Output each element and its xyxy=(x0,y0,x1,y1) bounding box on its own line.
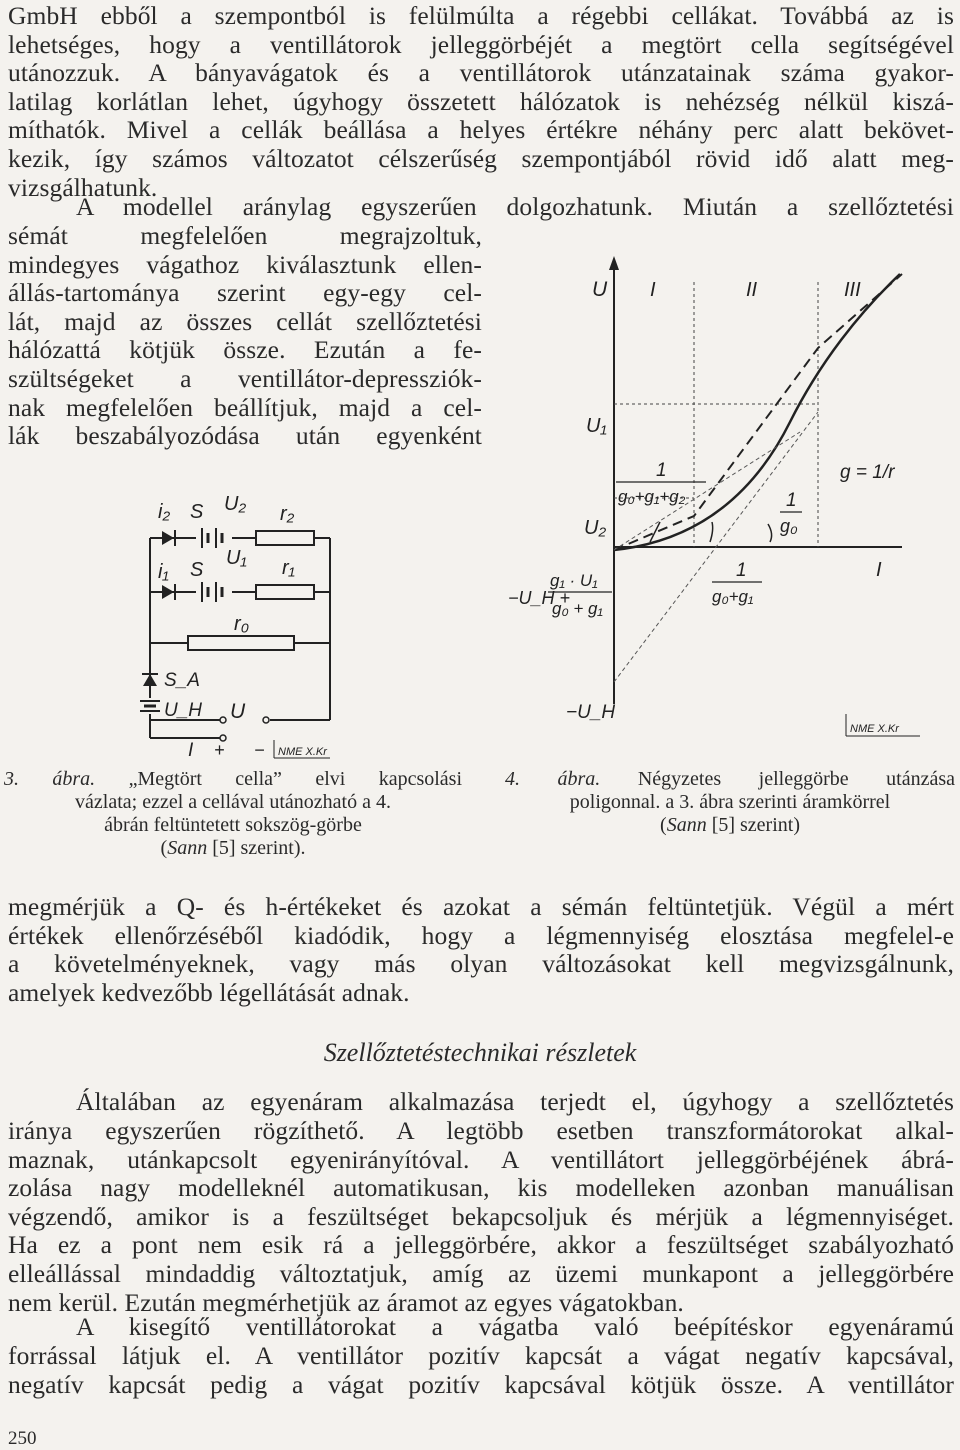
label-r1: r₁ xyxy=(282,557,295,579)
caption-number: 4. ábra. xyxy=(505,768,601,790)
text-line: nak megfelelően beállítjuk, majd a cel- xyxy=(8,392,482,422)
caption-number: 3. ábra. xyxy=(4,768,96,790)
diode-icon xyxy=(143,674,157,686)
text-line: értékek ellenőrzéséből kiadódik, hogy a légmennyiség elosztása megfelel-e xyxy=(8,920,954,950)
paragraph-intro xyxy=(8,2,954,202)
text-line: hálózattá kötjük össze. Ezután a fe- xyxy=(8,335,482,365)
label-s: S xyxy=(190,501,204,523)
polygon-approximation xyxy=(614,274,902,550)
text-line: lehetséges, hogy a ventillátorok jelleggörbéjét a megtört cella segítségével xyxy=(8,29,954,59)
paragraph-model-first-line xyxy=(8,193,954,222)
caption-text: Négyzetes jelleggörbe utánzása xyxy=(637,768,955,790)
text-line: latilag korlátlan lehet, úgyhogy összetett hálózatok is nehézség nélkül kiszá- xyxy=(8,86,954,116)
text-line: A modellel aránylag egyszerűen dolgozhatunk. Miután a szellőztetési xyxy=(76,192,954,221)
label-u1: U₁ xyxy=(226,547,247,569)
paragraph-aux xyxy=(8,1342,954,1399)
figure4-caption: 4. ábra. Négyzetes jelleggörbe utánzása poligonnal. a 3. ábra szerinti áramkörrel (Sann [5] szerint) xyxy=(505,768,955,836)
text-line: utánozzuk. A bányavágatok és a ventillátorok utánzatainak száma gyakor- xyxy=(8,58,954,88)
label-i2: i₂ xyxy=(158,501,171,523)
text-line: amelyek kedvezőbb légellátását adnak. xyxy=(8,977,410,1007)
axis-label-i: I xyxy=(876,559,882,581)
resistor-icon xyxy=(256,531,314,545)
g0-denominator: g₀ xyxy=(780,516,798,536)
caption-text: „Megtört cella” elvi kapcsolási xyxy=(128,768,463,790)
label-u2: U₂ xyxy=(584,517,607,539)
paragraph-model xyxy=(8,222,482,451)
characteristic-curve xyxy=(614,274,900,550)
diode-icon xyxy=(162,531,174,545)
text-line: lák beszabályozódása után egyenként xyxy=(8,421,482,451)
battery-icon xyxy=(196,528,232,548)
g01-denominator: g₀+g₁ xyxy=(712,587,754,606)
page-number: 250 xyxy=(8,1428,37,1449)
text-line: megmérjük a Q- és h-értékeket és azokat a sémán feltüntetjük. Végül a mért xyxy=(8,892,954,921)
g01-numerator: 1 xyxy=(736,560,747,581)
arrow-up-icon xyxy=(609,256,619,270)
region-label: II xyxy=(746,279,758,301)
caption-ref: [5] szerint). xyxy=(207,837,306,859)
label-uh: −U_H xyxy=(566,702,616,723)
caption-author: Sann xyxy=(666,814,707,836)
intercept-prefix: −U_H + xyxy=(508,588,571,608)
slope-numerator: 1 xyxy=(656,460,667,481)
caption-text: vázlata; ezzel a cellával utánozható a 4. xyxy=(75,791,391,813)
label-i: I xyxy=(188,740,194,760)
label-r0: r₀ xyxy=(234,613,250,635)
region-label: III xyxy=(844,279,861,301)
terminal-icon xyxy=(220,717,226,723)
paragraph-dc-first-line xyxy=(8,1088,954,1117)
text-line: zolása nagy modelleknél automatikusan, kis modelleken azonban manuálisan xyxy=(8,1173,954,1203)
diode-icon xyxy=(162,585,174,599)
intercept-numerator: g₁ · U₁ xyxy=(550,571,598,590)
figure3-caption: 3. ábra. „Megtört cella” elvi kapcsolási vázlata; ezzel a cellával utánozható a 4. ábrán feltüntetett sokszög-görbe (Sann [5] szerint). xyxy=(4,768,463,859)
paragraph-dc xyxy=(8,1117,954,1317)
text-line: GmbH ebből a szempontból is felülmúlta a régebbi cellákat. Továbbá az is xyxy=(8,1,954,30)
text-line: mindegyes vágathoz kiválasztunk ellen- xyxy=(8,249,482,279)
caption-ref: [5] szerint) xyxy=(706,814,800,836)
figure3-circuit xyxy=(130,488,350,760)
stamp: NME X.Kr xyxy=(850,723,899,735)
text-line: Ha ez a pont nem esik rá a jelleggörbére, akkor a feszültséget szabályozható xyxy=(8,1230,954,1260)
paragraph-aux-first-line xyxy=(8,1313,954,1342)
label-g-equals: g = 1/r xyxy=(840,462,895,483)
intercept-denominator: g₀ + g₁ xyxy=(552,599,603,618)
slope-denominator: g₀+g₁+g₂ xyxy=(618,487,686,506)
caption-text: poligonnal. a 3. ábra szerinti áramkörrel xyxy=(569,791,891,813)
label-minus: − xyxy=(254,740,265,760)
text-line: Általában az egyenáram alkalmazása terjedt el, úgyhogy a szellőztetés xyxy=(76,1087,954,1116)
label-s: S xyxy=(190,559,204,581)
label-i1: i₁ xyxy=(158,561,169,583)
text-line: sémát megfelelően megrajzoltuk, xyxy=(8,221,482,250)
stamp: NME X.Kr xyxy=(278,746,327,758)
text-line: szültségeket a ventillátor-depressziók- xyxy=(8,363,482,393)
terminal-icon xyxy=(263,717,269,723)
paragraph-measurement xyxy=(8,893,954,1007)
text-line: a követelményeknek, vagy más olyan változásokat kell megvizsgálnunk, xyxy=(8,949,954,979)
label-r2: r₂ xyxy=(280,503,295,525)
text-line: iránya egyszerűen rögzíthető. A legtöbb esetben transzformátorokat alkal- xyxy=(8,1116,954,1145)
resistor-icon xyxy=(256,585,314,599)
resistor-icon xyxy=(188,636,294,650)
label-u1: U₁ xyxy=(586,415,607,437)
text-line: maznak, utánkapcsolt egyenirányítóval. A ventillátort jelleggörbéjének ábrá- xyxy=(8,1144,954,1174)
label-u2: U₂ xyxy=(224,493,247,515)
label-sa: S_A xyxy=(164,670,200,691)
text-line: nem kerül. Ezután megmérhetjük az áramot az egyes vágatokban. xyxy=(8,1287,684,1317)
caption-author: Sann xyxy=(167,837,208,859)
g0-numerator: 1 xyxy=(786,490,797,511)
label-plus: + xyxy=(214,740,225,760)
text-line: elleállással mindaddig változtatjuk, amíg az üzemi munkapont a jelleggörbére xyxy=(8,1258,954,1288)
text-line: végzendő, amikor is a feszültséget bekapcsoljuk és mérjük a légmennyiséget. xyxy=(8,1201,954,1231)
battery-icon xyxy=(140,698,160,714)
caption-text: ábrán feltüntetett sokszög-görbe xyxy=(104,814,362,836)
text-line: negatív kapcsát pedig a vágat pozitív kapcsával kötjük össze. A ventillátor xyxy=(8,1369,954,1399)
section-heading: Szellőztetéstechnikai részletek xyxy=(323,1038,637,1067)
text-line: míthatók. Mivel a cellák beállása a helyes értékre néhány perc alatt bekövet- xyxy=(8,115,954,145)
text-line: A kisegítő ventillátorokat a vágatba való beépítéskor egyenáramú xyxy=(76,1312,954,1341)
axis-label-u: U xyxy=(592,278,608,301)
text-line: vizsgálhatunk. xyxy=(8,172,158,202)
text-line: kezik, így számos változatot célszerűség szempontjából rövid idő alatt meg- xyxy=(8,143,954,173)
battery-icon xyxy=(196,582,232,602)
region-label: I xyxy=(650,279,656,301)
text-line: állás-tartománya szerint egy-egy cel- xyxy=(8,278,482,308)
figure4-curve-diagram xyxy=(500,252,940,752)
text-line: lát, majd az összes cellát szellőztetési xyxy=(8,306,482,336)
label-u: U xyxy=(230,700,246,723)
text-line: forrással látjuk el. A ventillátor pozitív kapcsát a vágat negatív kapcsával, xyxy=(8,1341,954,1370)
label-uh: U_H xyxy=(164,700,203,721)
